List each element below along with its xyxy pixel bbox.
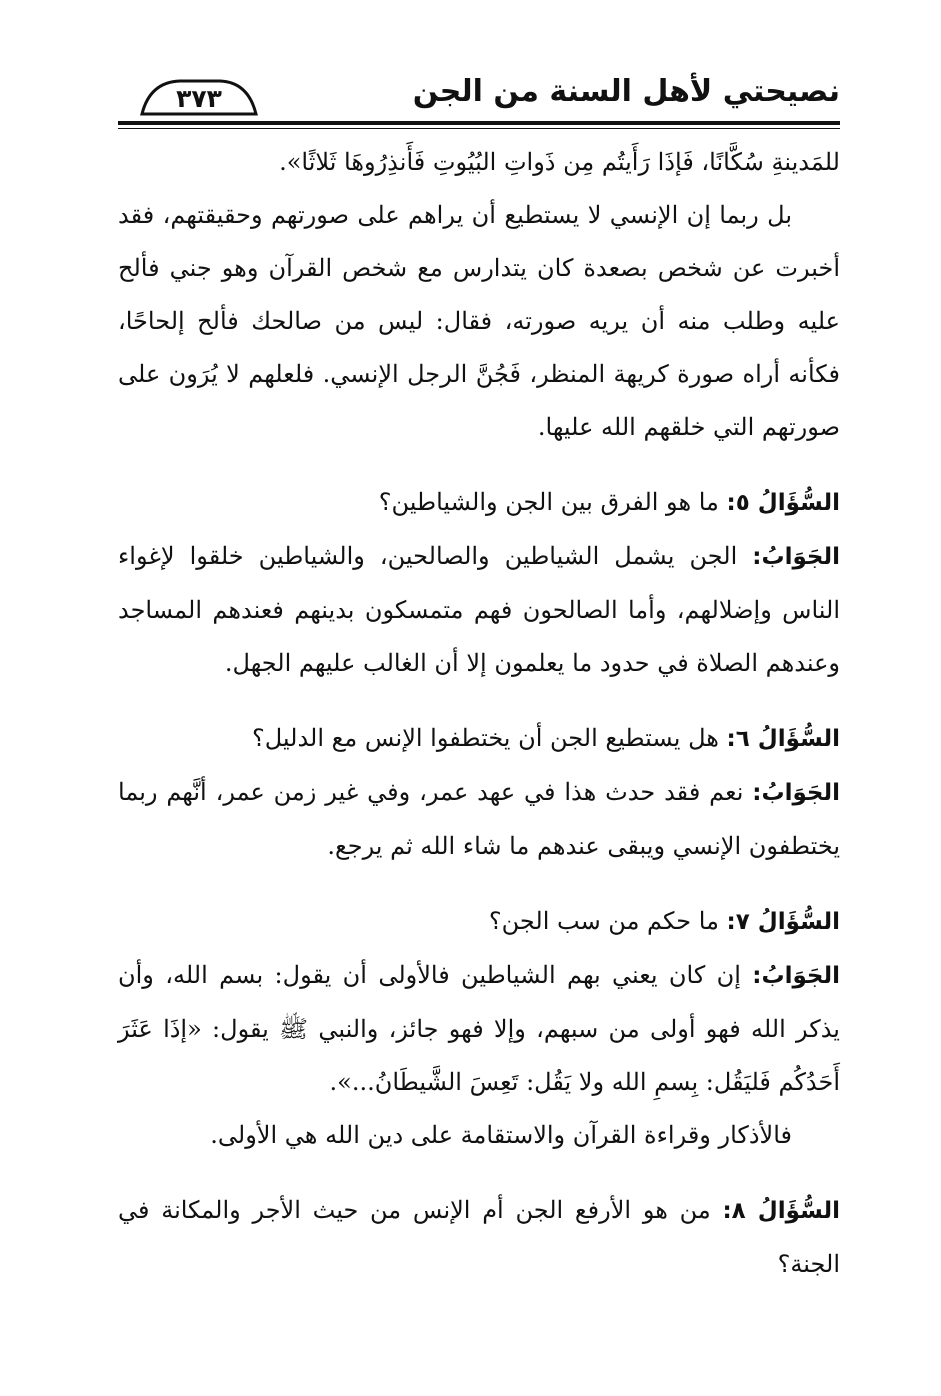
paragraph-remembrance: فالأذكار وقراءة القرآن والاستقامة على دين الله هي الأولى. xyxy=(210,1121,792,1149)
spacer xyxy=(118,1162,840,1184)
question-label: السُّؤَالُ ٨: xyxy=(722,1198,840,1224)
answer-label: الجَوَابُ: xyxy=(752,963,840,989)
question-text: من هو الأرفع الجن أم الإنس من حيث الأجر والمكانة في الجنة؟ xyxy=(118,1196,840,1278)
answer-label: الجَوَابُ: xyxy=(752,780,840,806)
spacer xyxy=(118,873,840,895)
answer-text: نعم فقد حدث هذا في عهد عمر، وفي غير زمن عمر، أنَّهم ربما يختطفون الإنسي ويبقى عندهم ما شاء الله ثم يرجع. xyxy=(118,778,840,860)
question-6 xyxy=(118,712,840,766)
question-label: السُّؤَالُ ٧: xyxy=(726,909,840,935)
running-title: نصيحتي لأهل السنة من الجن xyxy=(412,74,840,109)
answer-5 xyxy=(118,530,840,690)
answer-text: إن كان يعني بهم الشياطين فالأولى أن يقول: بسم الله، وأن يذكر الله فهو أولى من سبهم، وإلا فهو جائز، والنبي ﷺ يقول: «إذَا عَثَرَ أَحَدُكُم فَليَقُل: بِسمِ الله ولا يَقُل: تَعِسَ الشَّيطَانُ...». xyxy=(118,961,840,1096)
question-7 xyxy=(118,895,840,949)
answer-label: الجَوَابُ: xyxy=(752,544,840,570)
page-header xyxy=(118,72,840,124)
question-label: السُّؤَالُ ٥: xyxy=(726,490,840,516)
answer-6 xyxy=(118,766,840,873)
spacer xyxy=(118,690,840,712)
question-5 xyxy=(118,476,840,530)
header-rule-thin xyxy=(118,128,840,129)
question-text: ما هو الفرق بين الجن والشياطين؟ xyxy=(378,488,727,516)
page-number-badge xyxy=(140,78,258,118)
answer-text: الجن يشمل الشياطين والصالحين، والشياطين خلقوا لإغواء الناس وإضلالهم، وأما الصالحون فهم متمسكون بدينهم فعندهم المساجد وعندهم الصلاة في حدود ما يعلمون إلا أن الغالب عليهم الجهل. xyxy=(118,542,840,677)
paragraph-jinn-form: بل ربما إن الإنسي لا يستطيع أن يراهم على صورتهم وحقيقتهم، فقد أخبرت عن شخص بصعدة كان يتدارس مع شخص القرآن وهو جني فألح عليه وطلب منه أن يريه صورته، فقال: ليس من صالحك فألح إلحاحًا، فكأنه أراه صورة كريهة المنظر، فَجُنَّ الرجل الإنسي. فلعلهم لا يُرَون على صورتهم التي خلقهم الله عليها. xyxy=(118,201,840,441)
question-8 xyxy=(118,1184,840,1291)
question-text: ما حكم من سب الجن؟ xyxy=(488,907,727,935)
spacer xyxy=(118,454,840,476)
question-text: هل يستطيع الجن أن يختطفوا الإنس مع الدليل؟ xyxy=(251,724,727,752)
header-rule-thick xyxy=(118,121,840,125)
paragraph-hadith-end: للمَدينةِ سُكَّانًا، فَإذَا رَأَيتُم مِن ذَواتِ البُيُوتِ فَأَنذِرُوهَا ثَلاثًا». xyxy=(279,148,840,176)
question-label: السُّؤَالُ ٦: xyxy=(726,726,840,752)
body-text xyxy=(118,136,840,1291)
answer-7 xyxy=(118,949,840,1109)
page-number: ٣٧٣ xyxy=(176,83,222,113)
